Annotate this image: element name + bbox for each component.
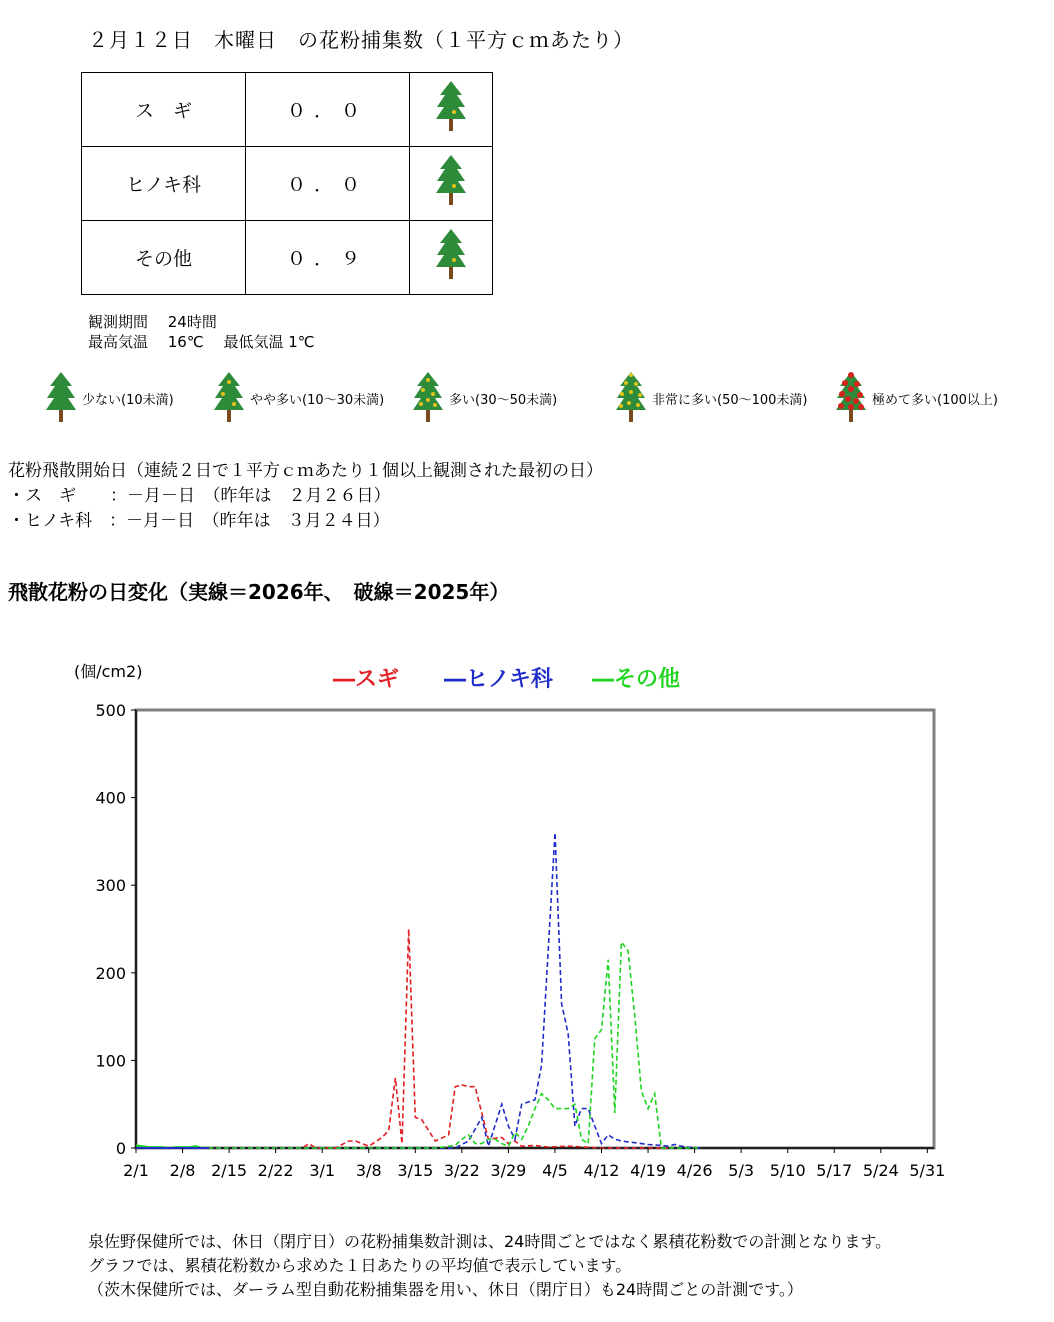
note-line: 泉佐野保健所では、休日（閉庁日）の花粉捕集数計測は、24時間ごとではなく累積花粉数での計測となります。 — [88, 1232, 892, 1251]
pollen-count-value: ０．９ — [246, 221, 410, 295]
tree-icon-few — [46, 372, 76, 424]
y-tick-label: 400 — [95, 788, 126, 808]
tree-icon-some — [214, 372, 244, 424]
y-tick-label: 200 — [95, 963, 126, 983]
tree-icon-extreme — [836, 372, 866, 424]
y-tick-label: 500 — [95, 701, 126, 720]
x-tick-label: 4/19 — [630, 1161, 667, 1180]
pollen-type-label: ス ギ — [82, 73, 246, 147]
pollen-type-label: その他 — [82, 221, 246, 295]
legend-hinoki: ―ヒノキ科 — [444, 667, 553, 692]
x-tick-label: 2/22 — [257, 1161, 294, 1180]
legend-other: ―その他 — [592, 667, 681, 692]
pollen-count-value: ０．０ — [246, 147, 410, 221]
page-title: ２月１２日 木曜日 の花粉捕集数（１平方ｃｍあたり） — [88, 28, 634, 52]
legend-label: 極めて多い(100以上) — [872, 392, 998, 408]
x-tick-label: 4/26 — [676, 1161, 713, 1180]
start-date-hinoki: ・ヒノキ科 ：－月－日 （昨年は ３月２４日） — [8, 511, 390, 531]
tree-icon — [410, 221, 493, 295]
x-tick-label: 5/3 — [728, 1161, 755, 1180]
x-tick-label: 5/24 — [862, 1161, 899, 1180]
legend-some — [214, 372, 384, 424]
x-tick-label: 4/12 — [583, 1161, 620, 1180]
legend-label: 少ない(10未満) — [82, 392, 174, 408]
legend-sugi: ―スギ — [333, 667, 400, 692]
start-date-heading: 花粉飛散開始日（連続２日で１平方ｃｍあたり１個以上観測された最初の日） — [8, 461, 603, 481]
x-tick-label: 3/22 — [443, 1161, 480, 1180]
legend-label: 多い(30～50未満) — [449, 392, 558, 408]
section-title: 飛散花粉の日変化（実線＝2026年、 破線＝2025年） — [8, 580, 510, 604]
legend-very-many — [616, 372, 808, 424]
x-tick-label: 5/10 — [769, 1161, 806, 1180]
note-line: グラフでは、累積花粉数から求めた１日あたりの平均値で表示しています。 — [88, 1256, 632, 1275]
tree-icon-very-many — [616, 372, 646, 424]
x-tick-label: 2/1 — [123, 1161, 149, 1180]
y-tick-label: 300 — [95, 876, 126, 896]
y-tick-label: 0 — [115, 1139, 126, 1158]
x-tick-label: 3/1 — [309, 1161, 336, 1180]
legend-label: 非常に多い(50～100未満) — [652, 392, 808, 408]
table-row — [82, 221, 493, 295]
legend-many — [413, 372, 557, 424]
x-tick-label: 4/5 — [542, 1161, 568, 1180]
y-axis-unit: (個/cm2) — [74, 662, 143, 681]
pollen-count-value: ０．０ — [246, 73, 410, 147]
plot-area — [136, 710, 934, 1148]
pollen-type-label: ヒノキ科 — [82, 147, 246, 221]
legend-few — [46, 372, 174, 424]
x-tick-label: 3/29 — [490, 1161, 527, 1180]
tree-icon — [410, 73, 493, 147]
legend-label: やや多い(10～30未満) — [250, 392, 385, 408]
legend-extreme — [836, 372, 998, 424]
table-row — [82, 73, 493, 147]
tree-icon-many — [413, 372, 443, 424]
x-tick-label: 5/17 — [816, 1161, 853, 1180]
pollen-count-table — [81, 72, 493, 295]
x-tick-label: 5/31 — [909, 1161, 946, 1180]
x-tick-label: 2/15 — [211, 1161, 248, 1180]
note-line: （茨木保健所では、ダーラム型自動花粉捕集器を用い、休日（閉庁日）も24時間ごとの計測です。） — [88, 1280, 803, 1299]
x-tick-label: 3/8 — [355, 1161, 382, 1180]
y-tick-label: 100 — [95, 1051, 126, 1071]
x-tick-label: 2/8 — [169, 1161, 196, 1180]
start-date-sugi: ・ス ギ ：－月－日 （昨年は ２月２６日） — [8, 486, 391, 506]
observation-period: 観測期間 24時間 — [88, 313, 217, 331]
x-tick-label: 3/15 — [397, 1161, 434, 1180]
tree-icon — [410, 147, 493, 221]
pollen-line-chart — [60, 690, 980, 1190]
table-row — [82, 147, 493, 221]
temperature-info: 最高気温 16℃ 最低気温 1℃ — [88, 333, 315, 351]
